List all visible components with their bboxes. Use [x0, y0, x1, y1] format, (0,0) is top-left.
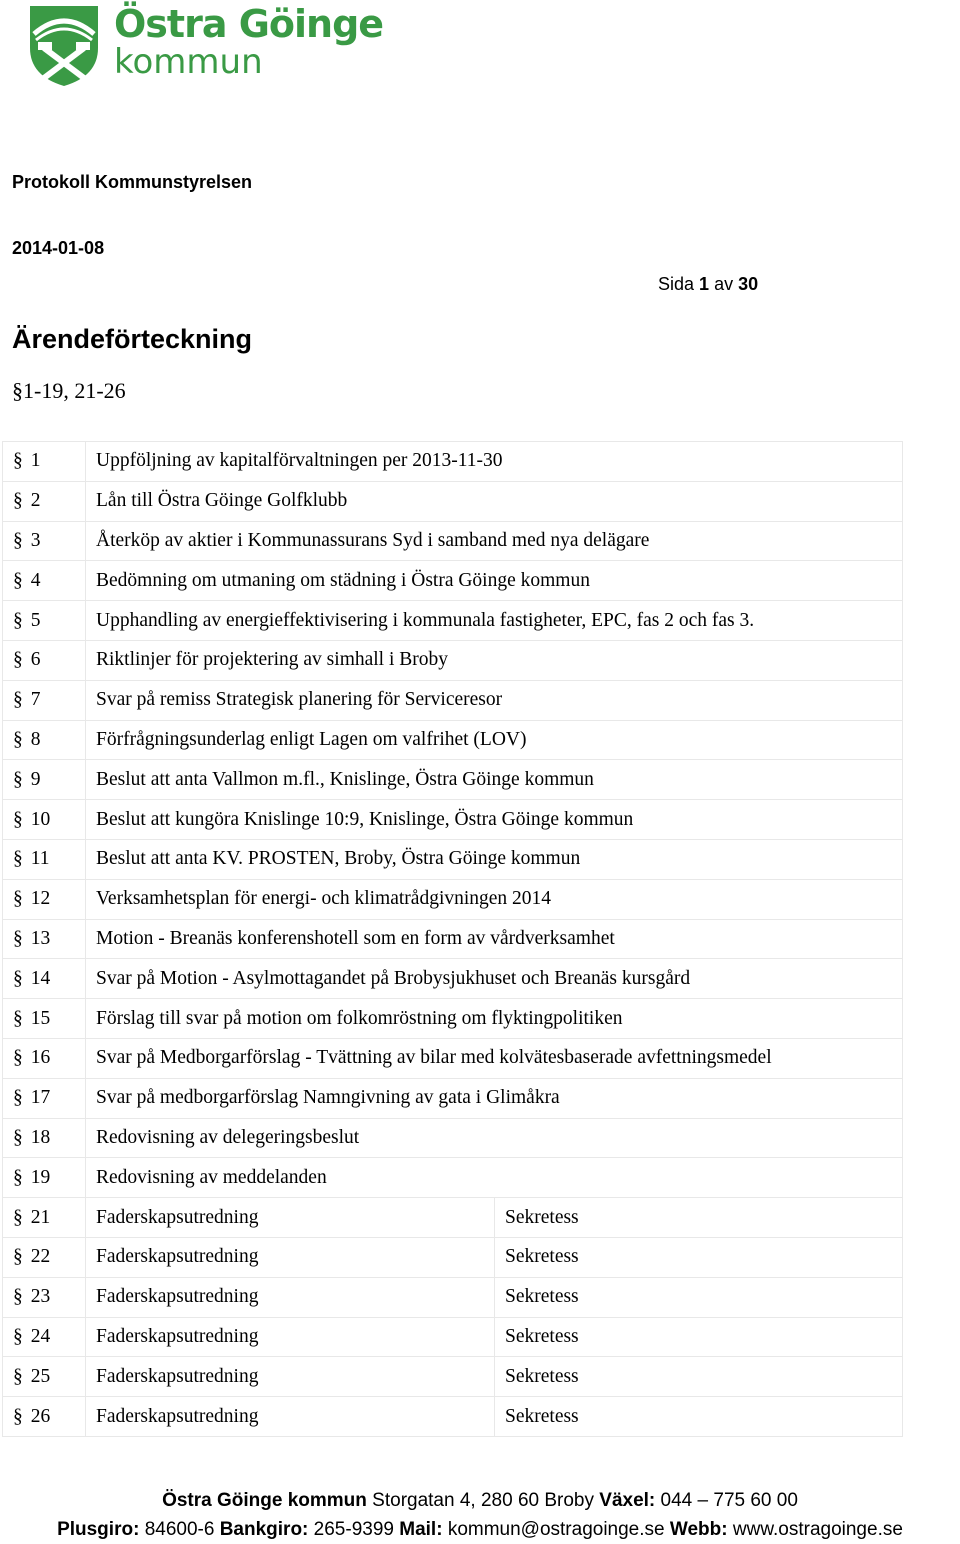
- item-number: 3: [30, 529, 41, 551]
- item-number: 1: [30, 450, 41, 472]
- item-number: 6: [30, 649, 41, 671]
- item-title: Faderskapsutredning: [86, 1397, 495, 1437]
- table-row: [3, 1237, 903, 1277]
- item-title: Redovisning av delegeringsbeslut: [86, 1118, 903, 1158]
- table-row: [3, 1158, 903, 1198]
- table-row: [3, 521, 903, 561]
- item-number: 26: [30, 1405, 51, 1427]
- item-number: 10: [30, 808, 51, 830]
- item-title: Uppföljning av kapitalförvaltningen per 2013-11-30: [86, 442, 903, 482]
- item-number: 24: [30, 1325, 51, 1347]
- item-title: Förslag till svar på motion om folkomröstning om flyktingpolitiken: [86, 999, 903, 1039]
- item-number-cell: [3, 521, 86, 561]
- item-number: 12: [30, 888, 51, 910]
- section-symbol: §: [13, 1405, 23, 1427]
- kommun-logo: [28, 2, 384, 88]
- page-indicator: [658, 274, 758, 295]
- page-title: Ärendeförteckning: [12, 324, 253, 354]
- protocol-title: Protokoll Kommunstyrelsen: [12, 172, 253, 192]
- footer-address: Storgatan 4, 280 60 Broby: [372, 1490, 594, 1511]
- item-number-cell: [3, 800, 86, 840]
- item-number-cell: [3, 640, 86, 680]
- footer-org: Östra Göinge kommun: [162, 1490, 367, 1511]
- item-number: 13: [30, 927, 51, 949]
- item-number-cell: [3, 442, 86, 482]
- item-number: 23: [30, 1286, 51, 1308]
- item-number-cell: [3, 481, 86, 521]
- section-symbol: §: [13, 1047, 23, 1069]
- item-number: 19: [30, 1166, 51, 1188]
- item-title: Verksamhetsplan för energi- och klimatrådgivningen 2014: [86, 879, 903, 919]
- item-number-cell: [3, 720, 86, 760]
- item-number: 11: [30, 848, 50, 870]
- item-title: Motion - Breanäs konferenshotell som en form av vårdverksamhet: [86, 919, 903, 959]
- item-number: 9: [30, 768, 41, 790]
- table-row: [3, 1357, 903, 1397]
- item-number-cell: [3, 999, 86, 1039]
- item-number-cell: [3, 680, 86, 720]
- item-note: Sekretess: [495, 1237, 903, 1277]
- footer-line-2: [0, 1519, 960, 1541]
- section-symbol: §: [13, 848, 23, 870]
- item-number-cell: [3, 959, 86, 999]
- section-symbol: §: [13, 689, 23, 711]
- item-number-cell: [3, 1198, 86, 1238]
- item-number: 25: [30, 1365, 51, 1387]
- section-symbol: §: [13, 967, 23, 989]
- section-symbol: §: [13, 1166, 23, 1188]
- footer-web[interactable]: www.ostragoinge.se: [732, 1519, 903, 1540]
- item-number: 17: [30, 1087, 51, 1109]
- item-title: Svar på Medborgarförslag - Tvättning av bilar med kolvätesbaserade avfettningsmedel: [86, 1038, 903, 1078]
- item-number-cell: [3, 1277, 86, 1317]
- footer-plusgiro: 84600-6: [144, 1519, 215, 1540]
- item-number-cell: [3, 1397, 86, 1437]
- item-number-cell: [3, 1078, 86, 1118]
- coat-of-arms-icon: [28, 4, 100, 88]
- section-symbol: §: [13, 1365, 23, 1387]
- section-symbol: §: [13, 1087, 23, 1109]
- table-row: [3, 999, 903, 1039]
- table-row: [3, 879, 903, 919]
- item-number: 18: [30, 1126, 51, 1148]
- item-number: 5: [30, 609, 41, 631]
- table-row: [3, 601, 903, 641]
- table-row: [3, 680, 903, 720]
- item-number: 21: [30, 1206, 51, 1228]
- table-row: [3, 760, 903, 800]
- item-title: Beslut att anta KV. PROSTEN, Broby, Östra Göinge kommun: [86, 839, 903, 879]
- item-title: Upphandling av energieffektivisering i kommunala fastigheter, EPC, fas 2 och fas 3.: [86, 601, 903, 641]
- item-title: Lån till Östra Göinge Golfklubb: [86, 481, 903, 521]
- item-number-cell: [3, 839, 86, 879]
- item-number: 22: [30, 1246, 51, 1268]
- item-number-cell: [3, 1357, 86, 1397]
- section-symbol: §: [13, 1286, 23, 1308]
- item-number-cell: [3, 1118, 86, 1158]
- paragraph-range: §1-19, 21-26: [12, 378, 126, 403]
- table-row: [3, 1078, 903, 1118]
- item-title: Svar på Motion - Asylmottagandet på Brobysjukhuset och Breanäs kursgård: [86, 959, 903, 999]
- item-note: Sekretess: [495, 1397, 903, 1437]
- item-title: Redovisning av meddelanden: [86, 1158, 903, 1198]
- section-symbol: §: [13, 569, 23, 591]
- item-number-cell: [3, 919, 86, 959]
- table-row: [3, 481, 903, 521]
- item-title: Faderskapsutredning: [86, 1237, 495, 1277]
- page-of: av: [714, 274, 734, 294]
- table-row: [3, 1038, 903, 1078]
- section-symbol: §: [13, 450, 23, 472]
- table-row: [3, 1397, 903, 1437]
- section-symbol: §: [13, 888, 23, 910]
- section-symbol: §: [13, 728, 23, 750]
- item-title: Bedömning om utmaning om städning i Östra Göinge kommun: [86, 561, 903, 601]
- section-symbol: §: [13, 1206, 23, 1228]
- item-table: [2, 441, 903, 1437]
- item-number-cell: [3, 879, 86, 919]
- item-number: 15: [30, 1007, 51, 1029]
- footer-mail-label: Mail:: [399, 1519, 443, 1540]
- protocol-date: 2014-01-08: [12, 238, 105, 258]
- item-title: Beslut att kungöra Knislinge 10:9, Knislinge, Östra Göinge kommun: [86, 800, 903, 840]
- item-number: 7: [30, 689, 41, 711]
- item-number-cell: [3, 561, 86, 601]
- page-total: 30: [738, 274, 759, 294]
- item-number-cell: [3, 1317, 86, 1357]
- item-title: Faderskapsutredning: [86, 1277, 495, 1317]
- table-row: [3, 720, 903, 760]
- item-number-cell: [3, 1237, 86, 1277]
- item-title: Svar på remiss Strategisk planering för Serviceresor: [86, 680, 903, 720]
- section-symbol: §: [13, 1126, 23, 1148]
- page-current: 1: [699, 274, 710, 294]
- table-row: [3, 640, 903, 680]
- section-symbol: §: [13, 1246, 23, 1268]
- item-title: Svar på medborgarförslag Namngivning av gata i Glimåkra: [86, 1078, 903, 1118]
- section-symbol: §: [13, 1007, 23, 1029]
- table-row: [3, 800, 903, 840]
- table-row: [3, 959, 903, 999]
- footer-plusgiro-label: Plusgiro:: [57, 1519, 140, 1540]
- table-row: [3, 839, 903, 879]
- footer-phone-label: Växel:: [599, 1490, 656, 1511]
- table-row: [3, 1118, 903, 1158]
- footer-phone: 044 – 775 60 00: [660, 1490, 798, 1511]
- item-title: Faderskapsutredning: [86, 1357, 495, 1397]
- logo-line-1: Östra Göinge: [114, 2, 384, 46]
- item-title: Faderskapsutredning: [86, 1317, 495, 1357]
- item-title: Återköp av aktier i Kommunassurans Syd i samband med nya delägare: [86, 521, 903, 561]
- item-number-cell: [3, 1158, 86, 1198]
- item-number-cell: [3, 1038, 86, 1078]
- footer-bankgiro: 265-9399: [313, 1519, 394, 1540]
- page-label: Sida: [658, 274, 695, 294]
- item-number: 2: [30, 490, 41, 512]
- table-row: [3, 919, 903, 959]
- item-note: Sekretess: [495, 1277, 903, 1317]
- section-symbol: §: [13, 649, 23, 671]
- footer-web-label: Webb:: [669, 1519, 728, 1540]
- section-symbol: §: [13, 609, 23, 631]
- item-title: Riktlinjer för projektering av simhall i Broby: [86, 640, 903, 680]
- item-number: 4: [30, 569, 41, 591]
- item-number-cell: [3, 760, 86, 800]
- section-symbol: §: [13, 808, 23, 830]
- table-row: [3, 442, 903, 482]
- table-row: [3, 1198, 903, 1238]
- item-table-body: [3, 442, 903, 1437]
- footer-bankgiro-label: Bankgiro:: [219, 1519, 309, 1540]
- table-row: [3, 561, 903, 601]
- item-note: Sekretess: [495, 1317, 903, 1357]
- logo-line-2: kommun: [114, 42, 263, 82]
- item-note: Sekretess: [495, 1198, 903, 1238]
- item-number: 8: [30, 728, 41, 750]
- item-title: Förfrågningsunderlag enligt Lagen om valfrihet (LOV): [86, 720, 903, 760]
- item-number: 16: [30, 1047, 51, 1069]
- table-row: [3, 1317, 903, 1357]
- table-row: [3, 1277, 903, 1317]
- item-number-cell: [3, 601, 86, 641]
- section-symbol: §: [13, 490, 23, 512]
- footer-mail[interactable]: kommun@ostragoinge.se: [447, 1519, 665, 1540]
- section-symbol: §: [13, 768, 23, 790]
- item-number: 14: [30, 967, 51, 989]
- section-symbol: §: [13, 529, 23, 551]
- section-symbol: §: [13, 927, 23, 949]
- item-title: Faderskapsutredning: [86, 1198, 495, 1238]
- footer-line-1: [0, 1490, 960, 1512]
- section-symbol: §: [13, 1325, 23, 1347]
- item-note: Sekretess: [495, 1357, 903, 1397]
- item-title: Beslut att anta Vallmon m.fl., Knislinge, Östra Göinge kommun: [86, 760, 903, 800]
